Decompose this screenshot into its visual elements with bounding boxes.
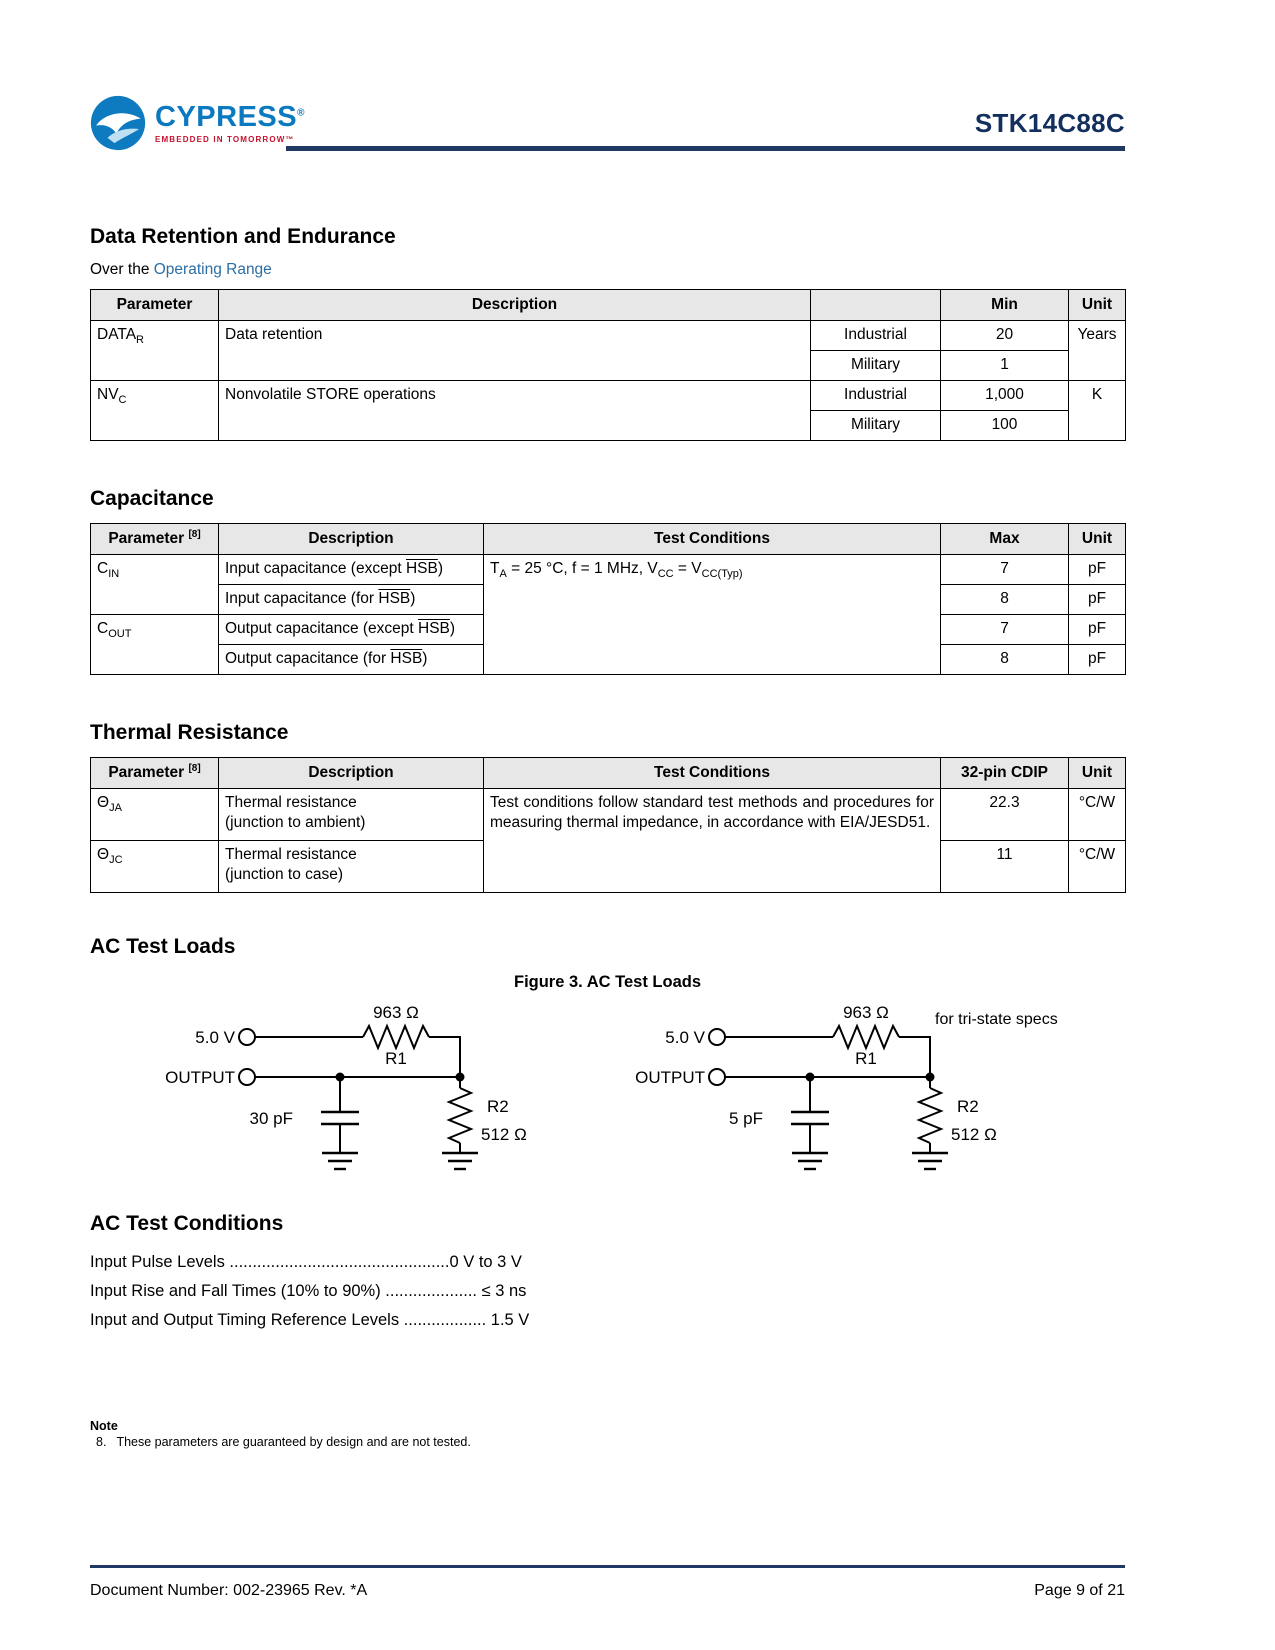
- r1-name-label: R1: [385, 1049, 407, 1068]
- output-terminal-icon: [239, 1069, 255, 1085]
- param-symbol: C: [97, 560, 109, 577]
- r1-value-label: 963 Ω: [373, 1003, 419, 1022]
- section-data-retention: [90, 225, 1125, 441]
- section-title-thermal-resistance: Thermal Resistance: [90, 721, 289, 744]
- document-number: Document Number: 002-23965 Rev. *A: [90, 1582, 368, 1599]
- param-symbol: C: [97, 620, 109, 637]
- max-cell: 8: [941, 645, 1069, 675]
- output-label: OUTPUT: [635, 1068, 705, 1087]
- header-rule: [286, 146, 1125, 151]
- ac-test-load-circuit-left: [135, 996, 605, 1196]
- section-title-ac-test-conditions: AC Test Conditions: [90, 1212, 284, 1235]
- brand-wordmark: [155, 100, 305, 133]
- column-header-grade: [811, 290, 941, 321]
- value-cell: 22.3: [941, 789, 1069, 841]
- column-header-parameter: Parameter [8]: [91, 524, 219, 555]
- operating-range-link[interactable]: Operating Range: [153, 261, 272, 278]
- section-title-data-retention: Data Retention and Endurance: [90, 225, 396, 248]
- param-cell: [91, 615, 219, 675]
- ac-condition-line: Input Rise and Fall Times (10% to 90%) .................... ≤ 3 ns: [90, 1281, 527, 1300]
- page-header: [90, 85, 1125, 151]
- max-cell: 7: [941, 555, 1069, 585]
- min-cell: 20: [941, 321, 1069, 351]
- param-cell: [91, 381, 219, 441]
- desc-cell: Thermal resistance (junction to case): [219, 841, 484, 893]
- grade-cell: Industrial: [811, 321, 941, 351]
- output-label: OUTPUT: [165, 1068, 235, 1087]
- min-cell: 100: [941, 411, 1069, 441]
- desc-cell: Nonvolatile STORE operations: [219, 381, 811, 441]
- table-row: [91, 555, 1126, 585]
- resistor-r2-icon: [449, 1088, 471, 1143]
- supply-label: 5.0 V: [665, 1028, 705, 1047]
- section-title-ac-test-loads: AC Test Loads: [90, 935, 236, 958]
- logo-text: [155, 100, 305, 144]
- r2-value-label: 512 Ω: [481, 1125, 527, 1144]
- cypress-logo-icon: [90, 95, 146, 151]
- column-header-parameter: Parameter: [91, 290, 219, 321]
- r2-name-label: R2: [487, 1097, 509, 1116]
- table-header-row: [91, 524, 1126, 555]
- section-thermal-resistance: [90, 721, 1125, 893]
- capacitor-icon: [321, 1112, 359, 1124]
- footnote-ref: [8]: [188, 763, 201, 775]
- r1-name-label: R1: [855, 1049, 877, 1068]
- min-cell: 1,000: [941, 381, 1069, 411]
- ac-test-load-circuits: [90, 996, 1125, 1196]
- grade-cell: Military: [811, 411, 941, 441]
- max-cell: 8: [941, 585, 1069, 615]
- footnote-line: [90, 1435, 1125, 1449]
- output-terminal-icon: [709, 1069, 725, 1085]
- param-cell: [91, 841, 219, 893]
- param-subscript: JC: [109, 854, 123, 867]
- theta-symbol: Θ: [97, 846, 110, 863]
- param-subscript: R: [136, 334, 144, 347]
- table-row: [91, 381, 1126, 411]
- supply-terminal-icon: [239, 1029, 255, 1045]
- registered-mark: ®: [297, 106, 305, 118]
- param-subscript: JA: [109, 802, 122, 815]
- brand-name: CYPRESS: [155, 100, 298, 133]
- desc-cell: Data retention: [219, 321, 811, 381]
- resistor-r1-icon: [363, 1026, 429, 1048]
- param-subscript: OUT: [108, 628, 132, 641]
- desc-cell: Input capacitance (for $\overline{HSB}$): [219, 585, 484, 615]
- grade-cell: Military: [811, 351, 941, 381]
- thermal-resistance-table: [90, 757, 1126, 893]
- page-footer: [90, 1565, 1125, 1600]
- theta-symbol: Θ: [97, 794, 110, 811]
- value-cell: 11: [941, 841, 1069, 893]
- table-row: [91, 321, 1126, 351]
- ground-icon: [912, 1153, 948, 1169]
- column-header-description: Description: [219, 524, 484, 555]
- column-header-test-conditions: Test Conditions: [484, 758, 941, 789]
- desc-cell: Input capacitance (except $\overline{HSB}$): [219, 555, 484, 585]
- section-ac-test-loads: [90, 935, 1125, 1196]
- test-conditions-cell: $T_A = 25$ °C, f = 1 MHz, $V_{CC} = V_{CC(Typ)}$: [484, 555, 941, 675]
- param-cell: [91, 789, 219, 841]
- footnote-number: 8.: [96, 1434, 107, 1449]
- unit-cell: pF: [1069, 555, 1126, 585]
- unit-cell: pF: [1069, 615, 1126, 645]
- data-retention-table: [90, 289, 1126, 441]
- ac-condition-line: Input Pulse Levels ................................................0 V to 3 V: [90, 1253, 522, 1271]
- over-the-text: Over the: [90, 261, 154, 278]
- desc-cell: Thermal resistance (junction to ambient): [219, 789, 484, 841]
- part-number: STK14C88C: [974, 108, 1125, 138]
- column-header-unit: Unit: [1069, 290, 1126, 321]
- footnote-title: Note: [90, 1418, 118, 1433]
- capacitance-table: [90, 523, 1126, 675]
- cap-value-label: 30 pF: [249, 1109, 293, 1128]
- test-conditions-cell: Test conditions follow standard test methods and procedures for measuring thermal impedance, in accordance with EIA/JESD51.: [484, 789, 941, 893]
- page-number: Page 9 of 21: [1034, 1582, 1125, 1599]
- unit-cell: °C/W: [1069, 841, 1126, 893]
- column-header-description: Description: [219, 758, 484, 789]
- param-subscript: C: [118, 394, 127, 407]
- column-header-max: Max: [941, 524, 1069, 555]
- section-ac-test-conditions: [90, 1212, 1125, 1335]
- overline-signal: $\overline{HSB}$: [378, 590, 411, 607]
- cypress-logo: [90, 95, 305, 151]
- footnote-ref: [8]: [188, 529, 201, 541]
- section-title-capacitance: Capacitance: [90, 487, 214, 510]
- ground-icon: [792, 1153, 828, 1169]
- column-header-min: Min: [941, 290, 1069, 321]
- desc-cell: Output capacitance (for $\overline{HSB}$): [219, 645, 484, 675]
- resistor-r2-icon: [919, 1088, 941, 1143]
- param-cell: [91, 555, 219, 615]
- r2-name-label: R2: [957, 1097, 979, 1116]
- footnote-block: [90, 1419, 1125, 1449]
- column-header-package: 32-pin CDIP: [941, 758, 1069, 789]
- unit-cell: pF: [1069, 645, 1126, 675]
- param-symbol: NV: [97, 386, 119, 403]
- header-right: [286, 108, 1125, 151]
- ground-icon: [442, 1153, 478, 1169]
- param-symbol: DATA: [97, 326, 137, 343]
- ac-test-load-circuit-right: [605, 996, 1125, 1196]
- footnote-text: These parameters are guaranteed by design and are not tested.: [116, 1434, 471, 1449]
- section-capacitance: [90, 487, 1125, 675]
- brand-tagline: EMBEDDED IN TOMORROW™: [155, 134, 295, 144]
- column-header-unit: Unit: [1069, 524, 1126, 555]
- overline-signal: $\overline{HSB}$: [418, 620, 450, 637]
- resistor-r1-icon: [833, 1026, 899, 1048]
- tri-state-note: for tri-state specs: [935, 1011, 1058, 1028]
- min-cell: 1: [941, 351, 1069, 381]
- unit-cell: pF: [1069, 585, 1126, 615]
- unit-cell: Years: [1069, 321, 1126, 381]
- table-row: [91, 789, 1126, 841]
- column-header-parameter: Parameter [8]: [91, 758, 219, 789]
- unit-cell: K: [1069, 381, 1126, 441]
- operating-range-line: [90, 261, 1125, 279]
- supply-terminal-icon: [709, 1029, 725, 1045]
- param-subscript: IN: [108, 568, 120, 581]
- table-header-row: [91, 290, 1126, 321]
- figure-caption: Figure 3. AC Test Loads: [513, 973, 702, 991]
- capacitor-icon: [791, 1112, 829, 1124]
- overline-signal: $\overline{HSB}$: [390, 650, 423, 667]
- column-header-test-conditions: Test Conditions: [484, 524, 941, 555]
- unit-cell: °C/W: [1069, 789, 1126, 841]
- column-header-description: Description: [219, 290, 811, 321]
- param-cell: [91, 321, 219, 381]
- grade-cell: Industrial: [811, 381, 941, 411]
- column-header-unit: Unit: [1069, 758, 1126, 789]
- desc-cell: Output capacitance (except $\overline{HSB}$): [219, 615, 484, 645]
- r1-value-label: 963 Ω: [843, 1003, 889, 1022]
- r2-value-label: 512 Ω: [951, 1125, 997, 1144]
- ac-condition-line: Input and Output Timing Reference Levels .................. 1.5 V: [90, 1310, 530, 1329]
- ground-icon: [322, 1153, 358, 1169]
- overline-signal: $\overline{HSB}$: [405, 560, 438, 577]
- table-header-row: [91, 758, 1126, 789]
- cap-value-label: 5 pF: [728, 1109, 763, 1128]
- supply-label: 5.0 V: [195, 1028, 235, 1047]
- max-cell: 7: [941, 615, 1069, 645]
